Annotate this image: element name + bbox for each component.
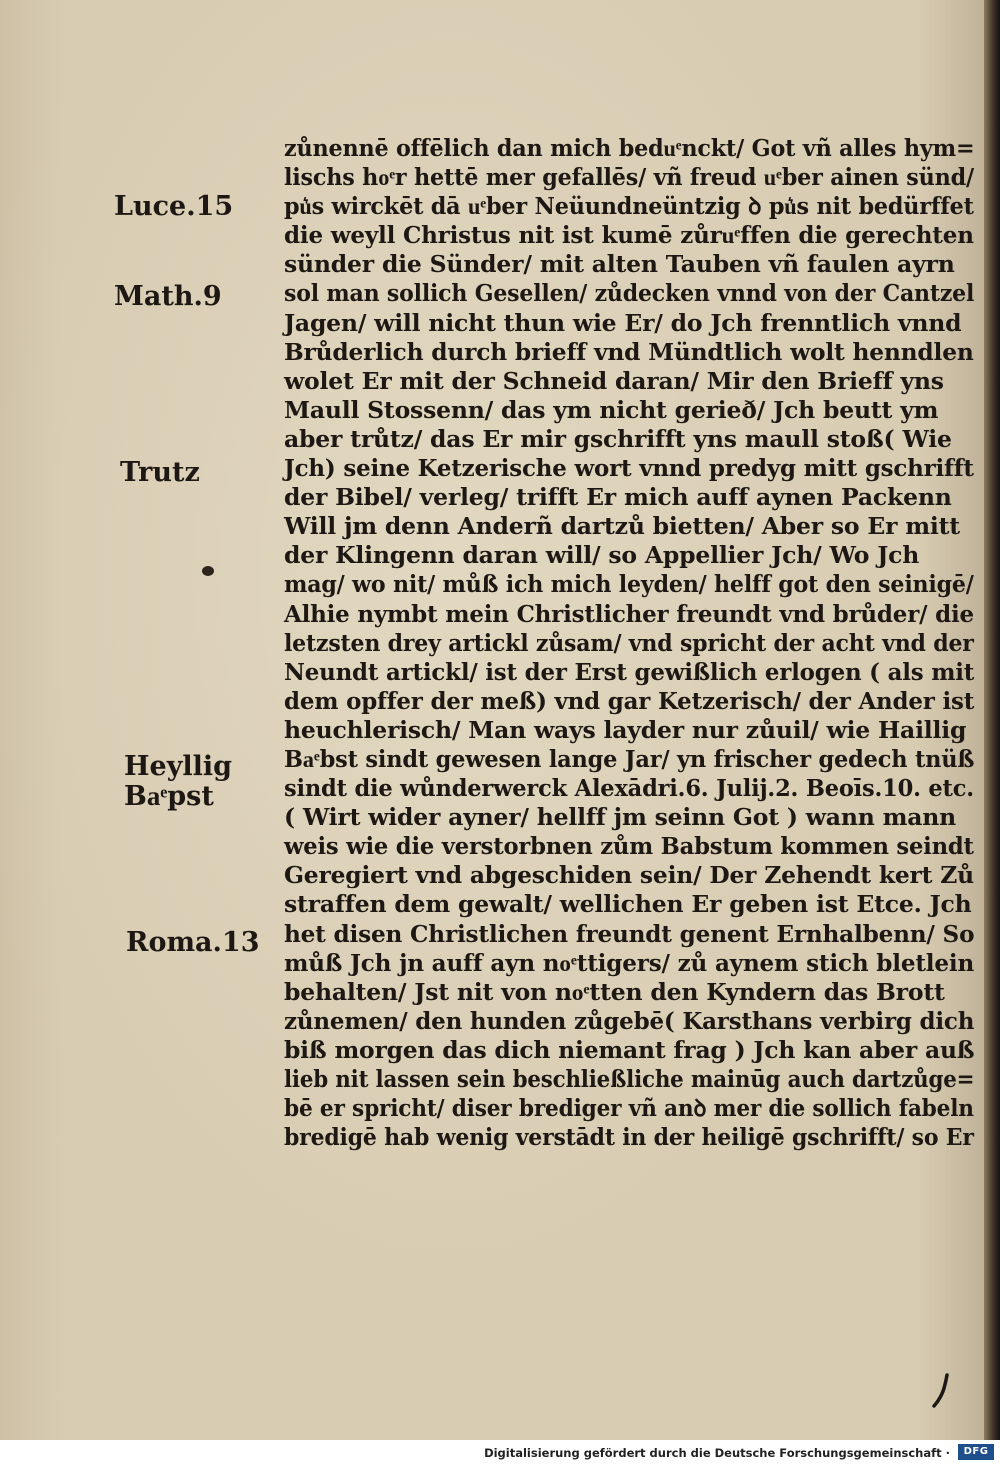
marginal-note-heyllig: Heyllig: [124, 751, 233, 782]
dfg-logo: DFG: [958, 1444, 994, 1460]
text-line: dem opffer der meß) vnd gar Ketzerisch/ der Ander ist: [284, 686, 975, 715]
text-line: der Klingenn daran will/ so Appellier Jch/ Wo Jch: [284, 541, 920, 570]
text-line: lischs hoͤr hettē mer gefallēs/ vñ freud uͤber ainen sünd/: [284, 163, 974, 192]
text-line: straffen dem gewalt/ wellichen Er geben ist Etce. Jch: [284, 890, 972, 919]
text-line: letzsten drey artickl zůsam/ vnd spricht der acht vnd der: [284, 628, 974, 657]
text-line: lieb nit lassen sein beschließliche mainūg auch dartzůge=: [284, 1065, 975, 1093]
body-text: [284, 134, 974, 1152]
marginal-note-roma: Roma.13: [126, 927, 260, 958]
text-line: Jagen/ will nicht thun wie Er/ do Jch frenntlich vnnd: [284, 308, 962, 337]
book-gutter: [984, 0, 1000, 1440]
text-line: Baͤbst sindt gewesen lange Jar/ yn frischer gedech tnüß: [284, 744, 975, 773]
text-line: het disen Christlichen freundt genent Ernhalbenn/ So: [284, 919, 975, 948]
text-line: Neundt artickl/ ist der Erst gewißlich erlogen ( als mit: [284, 657, 975, 686]
text-line: Alhie nymbt mein Christlicher freundt vnd brůder/ die: [284, 599, 974, 628]
text-line: sünder die Sünder/ mit alten Tauben vñ faulen ayrn: [284, 250, 955, 279]
text-line: bredigē hab wenig verstādt in der heiligē gschrifft/ so Er: [284, 1123, 974, 1152]
ink-stroke-mark: [930, 1372, 954, 1412]
ink-dot: [202, 566, 214, 576]
text-line: zůnemen/ den hunden zůgebē( Karsthans verbirg dich: [284, 1006, 975, 1035]
marginal-note-trutz: Trutz: [120, 457, 200, 488]
text-line: weis wie die verstorbnen zům Babstum kommen seindt: [284, 832, 974, 861]
footer-credit: Digitalisierung gefördert durch die Deutsche Forschungsgemeinschaft ·: [484, 1446, 950, 1460]
text-line: Geregiert vnd abgeschiden sein/ Der Zehendt kert Zů: [284, 861, 974, 890]
text-line: heuchlerisch/ Man ways layder nur zůuil/ wie Haillig: [284, 715, 967, 744]
text-line: die weyll Christus nit ist kumē zůruͤffen die gerechten: [284, 221, 974, 250]
text-line: ( Wirt wider ayner/ hellff jm seinn Got ) wann mann: [284, 803, 957, 832]
digitization-footer: [0, 1440, 1000, 1466]
text-line: sol man sollich Gesellen/ zůdecken vnnd von der Cantzel: [284, 279, 975, 308]
text-line: Will jm denn Anderñ dartzů bietten/ Aber so Er mitt: [284, 512, 960, 541]
marginal-note-bapst: Baͤpst: [124, 781, 214, 812]
text-line: zůnennē offēlich dan mich beduͤnckt/ Got vñ alles hym=: [284, 134, 975, 162]
text-line: můß Jch jn auff ayn noͤttigers/ zů aynem stich bletlein: [284, 948, 975, 977]
marginal-note-luce: Luce.15: [114, 191, 234, 222]
text-line: der Bibel/ verleg/ trifft Er mich auff aynen Packenn: [284, 483, 952, 512]
text-line: wolet Er mit der Schneid daran/ Mir den Brieff yns: [284, 366, 944, 395]
text-line: Jch) seine Ketzerische wort vnnd predyg mitt gschrifft: [284, 454, 974, 483]
text-line: bē er spricht/ diser brediger vñ anꝺ mer die sollich fabeln: [284, 1094, 974, 1123]
marginal-note-math: Math.9: [114, 281, 222, 312]
text-line: mag/ wo nit/ můß ich mich leyden/ helff got den seinigē/: [284, 570, 974, 599]
text-line: sindt die wůnderwerck Alexādri.6. Julij.2. Beoīs.10. etc.: [284, 774, 974, 803]
text-line: Brůderlich durch brieff vnd Mündtlich wolt henndlen: [284, 337, 974, 366]
text-line: biß morgen das dich niemant frag ) Jch kan aber auß: [284, 1035, 975, 1064]
text-line: behalten/ Jst nit von noͤtten den Kyndern das Brott: [284, 977, 945, 1006]
text-line: aber trůtz/ das Er mir gschrifft yns maull stoß( Wie: [284, 424, 952, 453]
text-line: Maull Stossenn/ das ym nicht gerieð/ Jch beutt ym: [284, 395, 939, 424]
text-line: pu͛s wirckēt dā uͤber Neüundneüntzig ꝺ pu͛s nit bedürffet: [284, 192, 974, 221]
